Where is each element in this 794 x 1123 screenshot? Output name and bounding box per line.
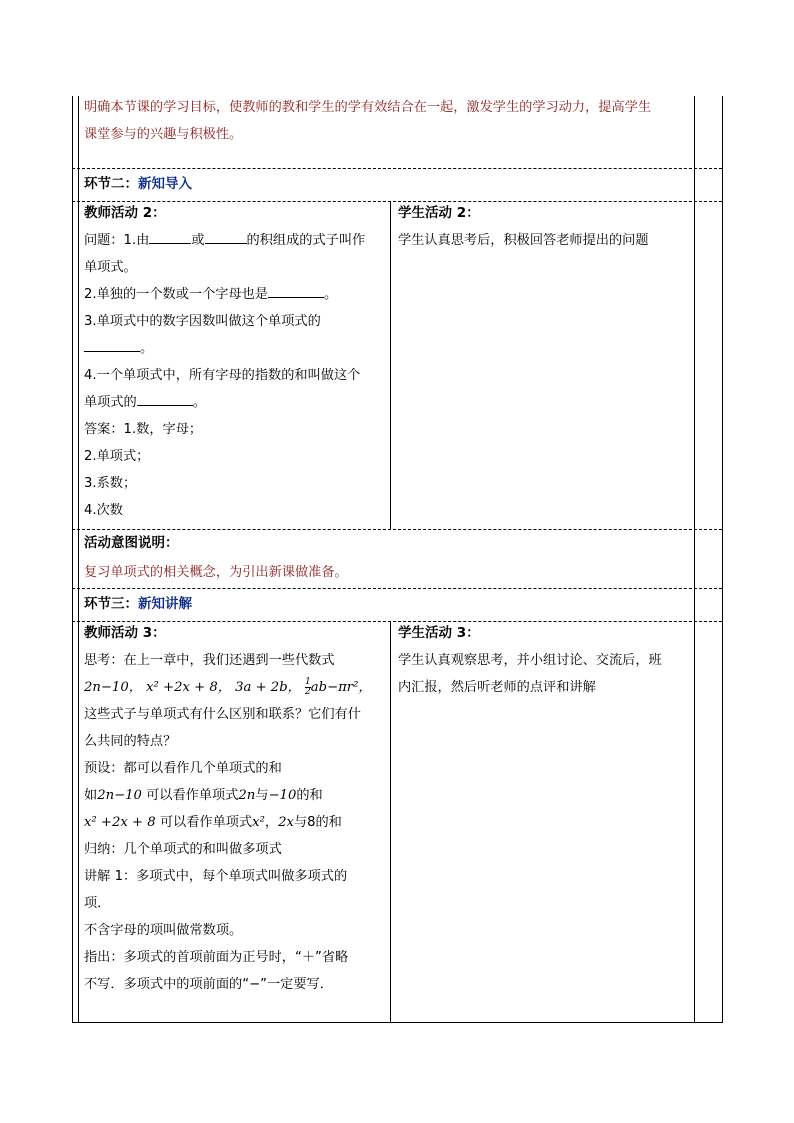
constant-term-line: 不含字母的项叫做常数项。 (84, 923, 243, 938)
think-line: 思考：在上一章中，我们还遇到一些代数式 (84, 653, 335, 668)
section-2-label: 环节二： (84, 176, 138, 192)
preset-line: 预设：都可以看作几个单项式的和 (84, 761, 282, 776)
teacher-activity-2 (84, 199, 384, 524)
intro-text (84, 94, 694, 148)
answer-4: 4.次数 (84, 503, 123, 518)
question-2: 2.单独的一个数或一个字母也是 。 (84, 281, 384, 308)
point-line: 指出：多项式的首项前面为正号时，“＋”省略 (84, 950, 349, 965)
intro-line: 课堂参与的兴趣与积极性。 (84, 127, 243, 142)
answer-3: 3.系数； (84, 476, 137, 491)
column-divider-2 (390, 621, 391, 1023)
student-activity-2-heading: 学生活动 2： (398, 205, 480, 221)
section-2-heading (84, 169, 192, 200)
point-line-cont: 不写．多项式中的项前面的“−”一定要写． (84, 977, 333, 992)
student-activity-2-text: 学生认真思考后，积极回答老师提出的问题 (398, 233, 649, 248)
intro-line: 明确本节课的学习目标，使教师的教和学生的学有效结合在一起，激发学生的学习动力，提高学生 (84, 100, 652, 115)
lecture-line-cont: 项． (84, 896, 111, 911)
question-3-cont: 。 (84, 335, 384, 362)
activity-intent (84, 528, 694, 588)
table-bottom-border (72, 1022, 722, 1023)
question-3: 3.单项式中的数字因数叫做这个单项式的 (84, 314, 321, 329)
student-activity-3-line: 学生认真观察思考，并小组讨论、交流后，班 (398, 653, 662, 668)
teacher-activity-2-heading: 教师活动 2： (84, 205, 166, 221)
question-line-cont: 么共同的特点？ (84, 734, 177, 749)
expressions-line: 2n−10， x² +2x + 8， 3a + 2b， $\frac{1}{2}$ ab−πr²， (84, 676, 372, 697)
fraction-one-half: $\frac{1}{2}$ (305, 676, 311, 697)
question-4-cont: 单项式的 。 (84, 389, 384, 416)
question-4: 4.一个单项式中，所有字母的指数的和叫做这个 (84, 368, 361, 383)
section-3-heading (84, 589, 192, 620)
question-1-cont: 单项式。 (84, 260, 137, 275)
student-activity-3-line: 内汇报，然后听老师的点评和讲解 (398, 680, 596, 695)
example-1-line: 如2n−10 可以看作单项式2n与−10的和 (84, 788, 323, 803)
section-2-title: 新知导入 (138, 176, 192, 192)
section-3-label: 环节三： (84, 596, 138, 612)
table-left-outer-border (72, 96, 73, 1023)
activity-intent-heading: 活动意图说明： (84, 535, 179, 551)
lesson-plan-table (72, 96, 723, 1023)
teacher-activity-3-heading: 教师活动 3： (84, 625, 166, 641)
teacher-activity-3 (84, 619, 386, 998)
example-2-line: x² +2x + 8 可以看作单项式x²，2x与8的和 (84, 815, 342, 830)
induction-line: 归纳：几个单项式的和叫做多项式 (84, 842, 282, 857)
answer-2: 2.单项式； (84, 449, 150, 464)
activity-intent-text: 复习单项式的相关概念，为引出新课做准备。 (84, 565, 348, 580)
student-activity-2 (398, 199, 690, 254)
question-line: 这些式子与单项式有什么区别和联系？它们有什 (84, 707, 361, 722)
table-right-inner-border (694, 96, 695, 1023)
student-activity-3 (398, 619, 690, 701)
answer-1: 答案：1.数，字母； (84, 422, 203, 437)
section-3-title: 新知讲解 (138, 596, 192, 612)
question-1: 问题：1.由 或 的积组成的式子叫作 (84, 227, 384, 254)
student-activity-3-heading: 学生活动 3： (398, 625, 480, 641)
table-left-inner-border (78, 96, 79, 1023)
lecture-line: 讲解 1：多项式中，每个单项式叫做多项式的 (84, 869, 348, 884)
column-divider-1 (390, 201, 391, 529)
table-right-outer-border (722, 96, 723, 1023)
